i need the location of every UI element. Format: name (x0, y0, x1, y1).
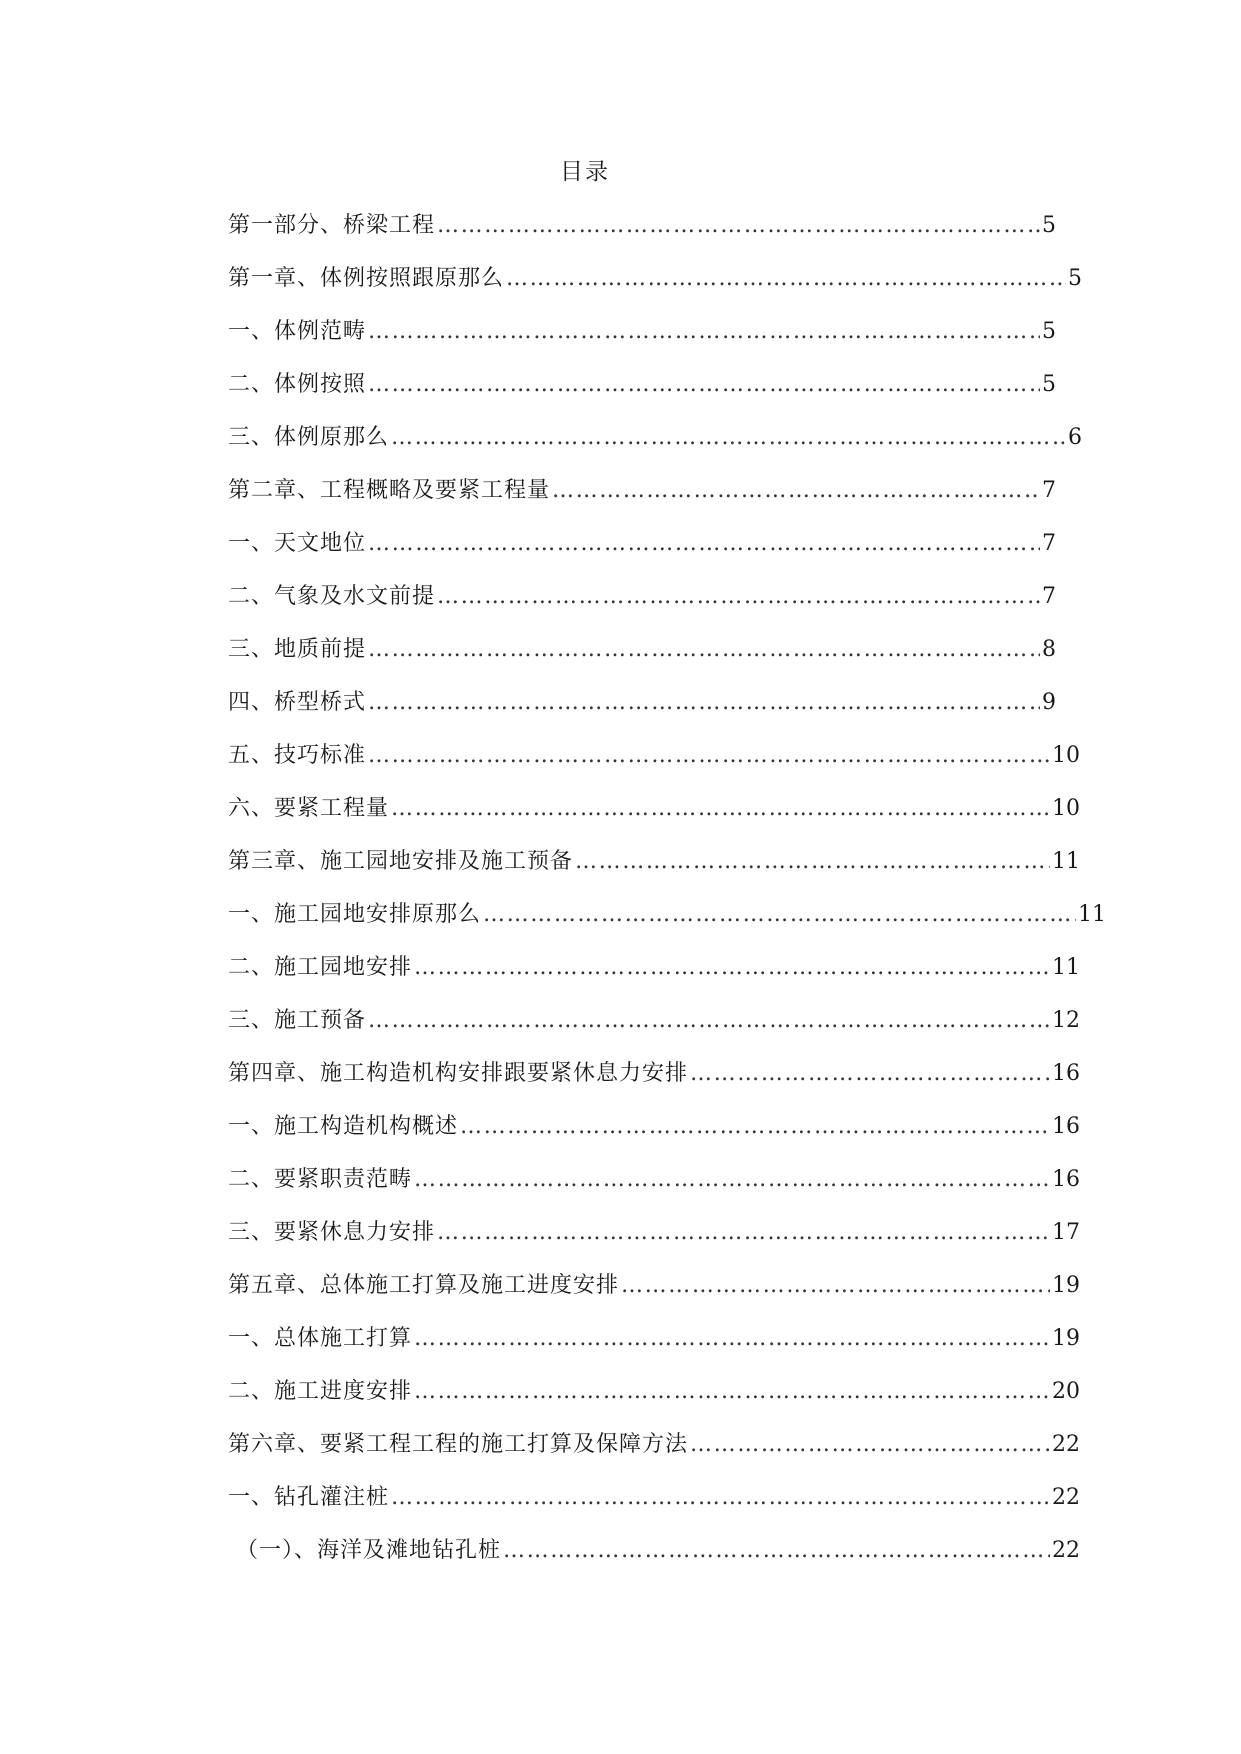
toc-entry[interactable] (236, 1532, 1080, 1566)
toc-entry-label: 第五章、总体施工打算及施工进度安排 (228, 1273, 620, 1298)
toc-dot-leader (368, 635, 1040, 665)
toc-entry-page: 11 (1052, 955, 1080, 980)
toc-entry[interactable] (228, 790, 1080, 824)
toc-entry-label: 一、施工园地安排原那么 (228, 902, 482, 927)
toc-dot-leader (414, 953, 1050, 983)
toc-dot-leader (368, 688, 1040, 718)
toc-entry[interactable] (228, 207, 1056, 241)
toc-entry[interactable] (228, 1426, 1080, 1460)
toc-entry-label: 四、桥型桥式 (228, 690, 367, 715)
toc-entry-page: 11 (1078, 902, 1106, 927)
toc-entry-page: 19 (1052, 1326, 1080, 1351)
toc-entry-label: 三、施工预备 (228, 1008, 367, 1033)
toc-entry-page: 22 (1052, 1485, 1080, 1510)
toc-entry-label: 第一部分、桥梁工程 (228, 213, 436, 238)
toc-entry-label: 六、要紧工程量 (228, 796, 390, 821)
toc-dot-leader (690, 1430, 1050, 1460)
toc-entry[interactable] (228, 1055, 1080, 1089)
toc-entry[interactable] (228, 631, 1056, 665)
toc-dot-leader (503, 1536, 1050, 1566)
toc-entry[interactable] (228, 525, 1056, 559)
toc-entry[interactable] (228, 366, 1056, 400)
toc-entry-page: 7 (1042, 478, 1056, 503)
toc-entry-label: 二、施工园地安排 (228, 955, 413, 980)
toc-entry-label: 第四章、施工构造机构安排跟要紧休息力安排 (228, 1061, 689, 1086)
toc-entry[interactable] (228, 472, 1056, 506)
toc-dot-leader (437, 582, 1040, 612)
toc-entry[interactable] (228, 1002, 1080, 1036)
toc-entry-label: 第二章、工程概略及要紧工程量 (228, 478, 551, 503)
toc-entry-page: 5 (1042, 213, 1056, 238)
toc-entry-label: 三、地质前提 (228, 637, 367, 662)
toc-entry-page: 19 (1052, 1273, 1080, 1298)
toc-entry-label: （一）、海洋及滩地钻孔桩 (236, 1538, 502, 1563)
toc-entry-page: 16 (1052, 1061, 1080, 1086)
toc-entry-page: 5 (1068, 266, 1082, 291)
toc-dot-leader (368, 370, 1040, 400)
toc-entry-label: 第三章、施工园地安排及施工预备 (228, 849, 574, 874)
toc-entry-label: 五、技巧标准 (228, 743, 367, 768)
toc-entry-label: 二、要紧职责范畴 (228, 1167, 413, 1192)
toc-dot-leader (690, 1059, 1050, 1089)
toc-entry-label: 一、总体施工打算 (228, 1326, 413, 1351)
toc-entry-label: 三、体例原那么 (228, 425, 390, 450)
toc-entry-page: 16 (1052, 1167, 1080, 1192)
toc-entry-page: 12 (1052, 1008, 1080, 1033)
toc-dot-leader (414, 1165, 1050, 1195)
toc-dot-leader (506, 264, 1066, 294)
toc-entry[interactable] (228, 313, 1056, 347)
toc-entry-page: 5 (1042, 319, 1056, 344)
toc-title: 目录 (560, 159, 610, 185)
toc-entry-page: 22 (1052, 1432, 1080, 1457)
toc-entry-page: 10 (1052, 743, 1080, 768)
toc-entry[interactable] (228, 1214, 1080, 1248)
toc-dot-leader (368, 317, 1040, 347)
toc-entry-label: 第一章、体例按照跟原那么 (228, 266, 505, 291)
toc-entry-page: 11 (1052, 849, 1080, 874)
toc-entry-label: 一、钻孔灌注桩 (228, 1485, 390, 1510)
toc-entry[interactable] (228, 737, 1080, 771)
toc-entry-page: 7 (1042, 531, 1056, 556)
toc-dot-leader (391, 794, 1050, 824)
toc-dot-leader (552, 476, 1040, 506)
toc-entry-page: 6 (1068, 425, 1082, 450)
toc-entry-page: 5 (1042, 372, 1056, 397)
toc-entry[interactable] (228, 1373, 1080, 1407)
toc-entry-label: 一、天文地位 (228, 531, 367, 556)
toc-entry-label: 三、要紧休息力安排 (228, 1220, 436, 1245)
toc-entry[interactable] (228, 684, 1056, 718)
toc-dot-leader (437, 211, 1040, 241)
toc-entry-label: 二、施工进度安排 (228, 1379, 413, 1404)
toc-dot-leader (391, 423, 1066, 453)
toc-entry-label: 第六章、要紧工程工程的施工打算及保障方法 (228, 1432, 689, 1457)
toc-entry[interactable] (228, 578, 1056, 612)
toc-entry-label: 二、气象及水文前提 (228, 584, 436, 609)
toc-entry-page: 17 (1052, 1220, 1080, 1245)
toc-entry[interactable] (228, 1267, 1080, 1301)
toc-entry[interactable] (228, 1108, 1080, 1142)
toc-dot-leader (414, 1377, 1050, 1407)
toc-entry[interactable] (228, 843, 1080, 877)
toc-entry[interactable] (228, 419, 1082, 453)
toc-dot-leader (414, 1324, 1050, 1354)
toc-entry-page: 20 (1052, 1379, 1080, 1404)
toc-dot-leader (368, 741, 1050, 771)
toc-entry-page: 8 (1042, 637, 1056, 662)
toc-entry-page: 22 (1052, 1538, 1080, 1563)
toc-dot-leader (368, 529, 1040, 559)
toc-dot-leader (483, 900, 1076, 930)
toc-entry[interactable] (228, 260, 1082, 294)
toc-entry-page: 7 (1042, 584, 1056, 609)
toc-entry[interactable] (228, 1161, 1080, 1195)
toc-dot-leader (391, 1483, 1050, 1513)
toc-dot-leader (460, 1112, 1050, 1142)
toc-entry[interactable] (228, 1479, 1080, 1513)
toc-dot-leader (437, 1218, 1050, 1248)
toc-entry-page: 10 (1052, 796, 1080, 821)
toc-dot-leader (621, 1271, 1050, 1301)
toc-entry[interactable] (228, 949, 1080, 983)
toc-entry-label: 二、体例按照 (228, 372, 367, 397)
toc-entry[interactable] (228, 1320, 1080, 1354)
toc-entry-label: 一、体例范畴 (228, 319, 367, 344)
toc-entry-label: 一、施工构造机构概述 (228, 1114, 459, 1139)
toc-entry-page: 9 (1042, 690, 1056, 715)
toc-entry[interactable] (228, 896, 1106, 930)
toc-dot-leader (368, 1006, 1050, 1036)
toc-entry-page: 16 (1052, 1114, 1080, 1139)
toc-dot-leader (575, 847, 1050, 877)
